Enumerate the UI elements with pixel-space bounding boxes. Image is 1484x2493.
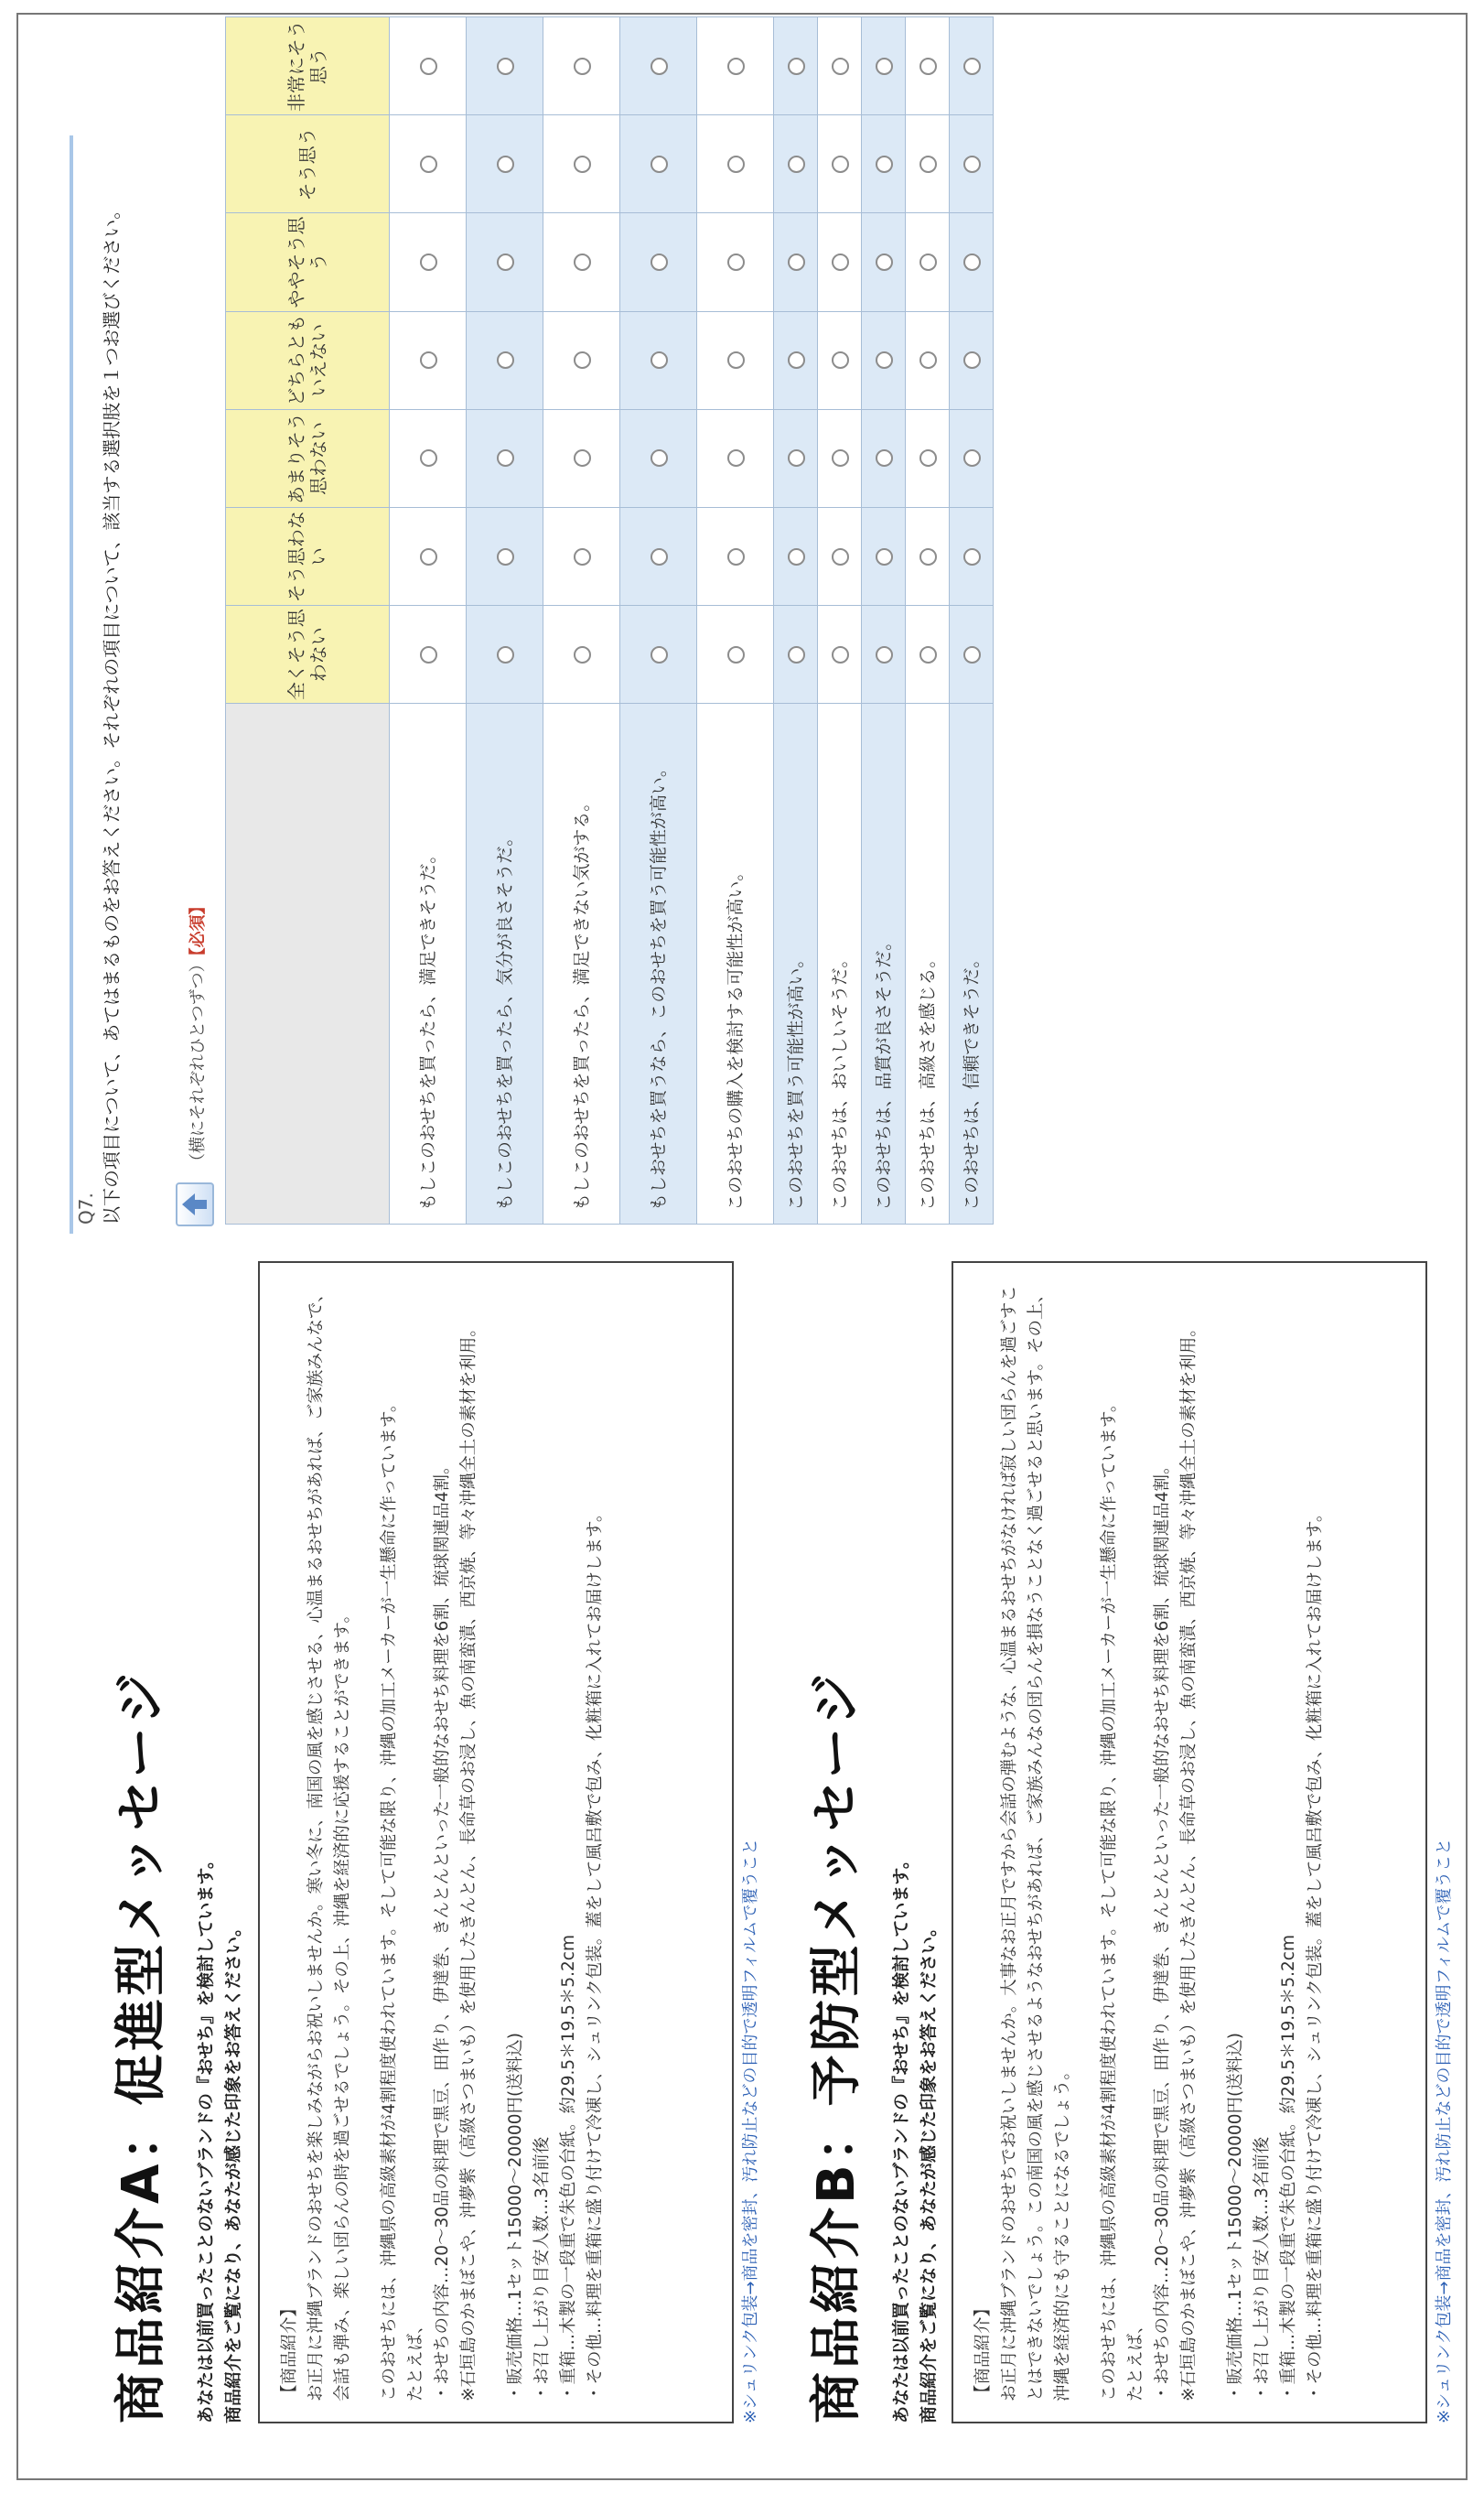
radio-option[interactable] — [963, 254, 981, 271]
radio-option[interactable] — [919, 351, 937, 369]
radio-option[interactable] — [497, 156, 514, 173]
scale-label: 全くそう思わない — [226, 606, 390, 704]
radio-option[interactable] — [651, 351, 668, 369]
radio-option[interactable] — [574, 351, 591, 369]
product-a-shrink-note: ※シュリンク包装→商品を密封、汚れ防止などの目的で透明フィルムで覆うこと — [741, 1838, 760, 2423]
likert-matrix — [225, 16, 994, 1225]
item-label: もしこのおせちを買ったら、気分が良さそうだ。 — [467, 704, 543, 1225]
radio-option[interactable] — [420, 449, 437, 467]
radio-option[interactable] — [497, 254, 514, 271]
radio-option[interactable] — [420, 58, 437, 75]
page-frame — [16, 13, 1468, 2480]
radio-option[interactable] — [420, 646, 437, 664]
radio-option[interactable] — [651, 548, 668, 566]
radio-option[interactable] — [919, 254, 937, 271]
radio-option[interactable] — [574, 254, 591, 271]
radio-option[interactable] — [876, 449, 893, 467]
radio-option[interactable] — [727, 351, 745, 369]
item-label: このおせちは、信頼できそうだ。 — [950, 704, 994, 1225]
product-a-intro: あなたは以前買ったことのないブランドの『おせち』を検討しています。 商品紹介をご覧になり、あなたが感じた印象をお答えください。 — [196, 1851, 243, 2423]
radio-option[interactable] — [963, 156, 981, 173]
product-a-description: 【商品紹介】 お正月に沖縄ブランドのおせちを楽しみながらお祝いしませんか。寒い冬に、南国の風を感じさせる、心温まるおせちがあれば、ご家族みんなで、会話も弾み、楽しい団らんの時を過ごせるでしょう。その上、沖縄を経済的に応援することができます。 このおせちには、沖縄県の高級素材が4割程度使われています。そして可能な限り、沖縄の加工メーカーが一生懸命に作っています。 たとえば、 ・おせちの内容…20〜30品の料理で黒豆、田作り、伊達巻、きんとんといった一般的なおせち料理を6割、琉球関連品4割。 ※石垣島のかまぼこや、沖夢紫（高級さつまいも）を使用したきんとん、長命草のお浸し、魚の南蛮漬、西京焼、等々沖縄全土の素材を利用。 ・販売価格…1セット15000〜20000円(送料込) ・お召し上がり目安人数…3名前後 ・重箱…木製の一段重で朱色の台紙。約29.5＊19.5＊5.2cm ・その他…料理を重箱に盛り付けて冷凍し、シュリンク包装。蓋をして風呂敷で包み、化粧箱に入れてお届けします。 — [258, 1261, 734, 2423]
item-row — [818, 17, 862, 1225]
radio-option[interactable] — [788, 449, 805, 467]
radio-option[interactable] — [832, 351, 849, 369]
radio-option[interactable] — [963, 646, 981, 664]
radio-option[interactable] — [420, 548, 437, 566]
radio-option[interactable] — [651, 449, 668, 467]
radio-option[interactable] — [919, 156, 937, 173]
item-row — [774, 17, 818, 1225]
radio-option[interactable] — [651, 646, 668, 664]
radio-option[interactable] — [727, 156, 745, 173]
radio-option[interactable] — [876, 351, 893, 369]
radio-option[interactable] — [876, 646, 893, 664]
radio-option[interactable] — [919, 449, 937, 467]
radio-option[interactable] — [497, 58, 514, 75]
question-number: Q7. — [75, 1193, 97, 1225]
radio-option[interactable] — [788, 646, 805, 664]
radio-option[interactable] — [651, 156, 668, 173]
scale-label: 非常にそう思う — [226, 17, 390, 115]
radio-option[interactable] — [727, 58, 745, 75]
item-label: このおせちを買う可能性が高い。 — [774, 704, 818, 1225]
question-instruction: （横にそれぞれひとつずつ）【必須】 — [188, 898, 208, 1170]
rotated-page — [18, 15, 1466, 2478]
question-body: 以下の項目について、あてはまるものをお答えください。それぞれの項目について、該当する選択肢を１つお選びください。 — [101, 200, 123, 1225]
question-block — [18, 16, 1466, 1234]
radio-option[interactable] — [574, 156, 591, 173]
item-row — [390, 17, 467, 1225]
radio-option[interactable] — [832, 58, 849, 75]
radio-option[interactable] — [497, 646, 514, 664]
scale-header-row — [226, 17, 390, 1225]
item-row — [543, 17, 620, 1225]
scale-label: そう思う — [226, 115, 390, 213]
product-b-intro: あなたは以前買ったことのないブランドの『おせち』を検討しています。 商品紹介をご覧になり、あなたが感じた印象をお答えください。 — [891, 1851, 939, 2423]
item-row — [950, 17, 994, 1225]
radio-option[interactable] — [788, 548, 805, 566]
radio-option[interactable] — [651, 58, 668, 75]
scale-label: どちらともいえない — [226, 311, 390, 409]
item-label: このおせちは、品質が良さそうだ。 — [862, 704, 906, 1225]
scroll-up-icon[interactable] — [176, 1182, 214, 1226]
radio-option[interactable] — [574, 449, 591, 467]
product-b-title: 商品紹介B：予防型メッセージ — [807, 1669, 866, 2423]
radio-option[interactable] — [832, 156, 849, 173]
radio-option[interactable] — [727, 254, 745, 271]
item-label: このおせちの購入を検討する可能性が高い。 — [697, 704, 774, 1225]
item-row — [862, 17, 906, 1225]
radio-option[interactable] — [876, 58, 893, 75]
item-row — [620, 17, 697, 1225]
radio-option[interactable] — [832, 449, 849, 467]
radio-option[interactable] — [420, 156, 437, 173]
item-label: もしこのおせちを買ったら、満足できそうだ。 — [390, 704, 467, 1225]
radio-option[interactable] — [876, 254, 893, 271]
radio-option[interactable] — [832, 548, 849, 566]
product-b-description: 【商品紹介】 お正月に沖縄ブランドのおせちでお祝いしませんか。大事なお正月ですから会話の弾むような、心温まるおせちがなければ寂しい団らんを過ごすことはできないでしょう。この南国の風を感じさせるようなおせちがあれば、ご家族みんなの団らんを損なうことなく過ごせると思います。その上、沖縄を経済的にも守ることになるでしょう。 このおせちには、沖縄県の高級素材が4割程度使われています。そして可能な限り、沖縄の加工メーカーが一生懸命に作っています。 たとえば、 ・おせちの内容…20〜30品の料理で黒豆、田作り、伊達巻、きんとんといった一般的なおせち料理を6割、琉球関連品4割。 ※石垣島のかまぼこや、沖夢紫（高級さつまいも）を使用したきんとん、長命草のお浸し、魚の南蛮漬、西京焼、等々沖縄全土の素材を利用。 ・販売価格…1セット15000〜20000円(送料込) ・お召し上がり目安人数…3名前後 ・重箱…木製の一段重で朱色の台紙。約29.5＊19.5＊5.2cm ・その他…料理を重箱に盛り付けて冷凍し、シュリンク包装。蓋をして風呂敷で包み、化粧箱に入れてお届けします。 — [952, 1261, 1427, 2423]
radio-option[interactable] — [963, 58, 981, 75]
item-row — [906, 17, 950, 1225]
radio-option[interactable] — [727, 646, 745, 664]
radio-option[interactable] — [876, 156, 893, 173]
radio-option[interactable] — [919, 58, 937, 75]
radio-option[interactable] — [788, 351, 805, 369]
question-text — [73, 145, 124, 1225]
scale-label: ややそう思う — [226, 213, 390, 311]
radio-option[interactable] — [574, 646, 591, 664]
item-label: このおせちは、おいしいそうだ。 — [818, 704, 862, 1225]
radio-option[interactable] — [963, 548, 981, 566]
radio-option[interactable] — [919, 646, 937, 664]
radio-option[interactable] — [832, 646, 849, 664]
radio-option[interactable] — [963, 449, 981, 467]
radio-option[interactable] — [727, 548, 745, 566]
product-b-shrink-note: ※シュリンク包装→商品を密封、汚れ防止などの目的で透明フィルムで覆うこと — [1435, 1838, 1454, 2423]
item-label: もしおせちを買うなら、このおせちを買う可能性が高い。 — [620, 704, 697, 1225]
radio-option[interactable] — [574, 548, 591, 566]
radio-option[interactable] — [497, 449, 514, 467]
radio-option[interactable] — [788, 58, 805, 75]
radio-option[interactable] — [497, 548, 514, 566]
header-blank — [226, 704, 390, 1225]
radio-option[interactable] — [963, 351, 981, 369]
item-row — [467, 17, 543, 1225]
scale-label: そう思わない — [226, 507, 390, 605]
item-label: このおせちは、高級さを感じる。 — [906, 704, 950, 1225]
radio-option[interactable] — [420, 254, 437, 271]
radio-option[interactable] — [788, 254, 805, 271]
radio-option[interactable] — [497, 351, 514, 369]
radio-option[interactable] — [574, 58, 591, 75]
required-badge: 【必須】 — [188, 898, 208, 956]
radio-option[interactable] — [420, 351, 437, 369]
scale-label: あまりそう思わない — [226, 409, 390, 507]
radio-option[interactable] — [876, 548, 893, 566]
radio-option[interactable] — [788, 156, 805, 173]
radio-option[interactable] — [832, 254, 849, 271]
radio-option[interactable] — [727, 449, 745, 467]
item-label: もしこのおせちを買ったら、満足できない気がする。 — [543, 704, 620, 1225]
product-a-title: 商品紹介A：促進型メッセージ — [112, 1669, 171, 2423]
item-row — [697, 17, 774, 1225]
radio-option[interactable] — [651, 254, 668, 271]
radio-option[interactable] — [919, 548, 937, 566]
